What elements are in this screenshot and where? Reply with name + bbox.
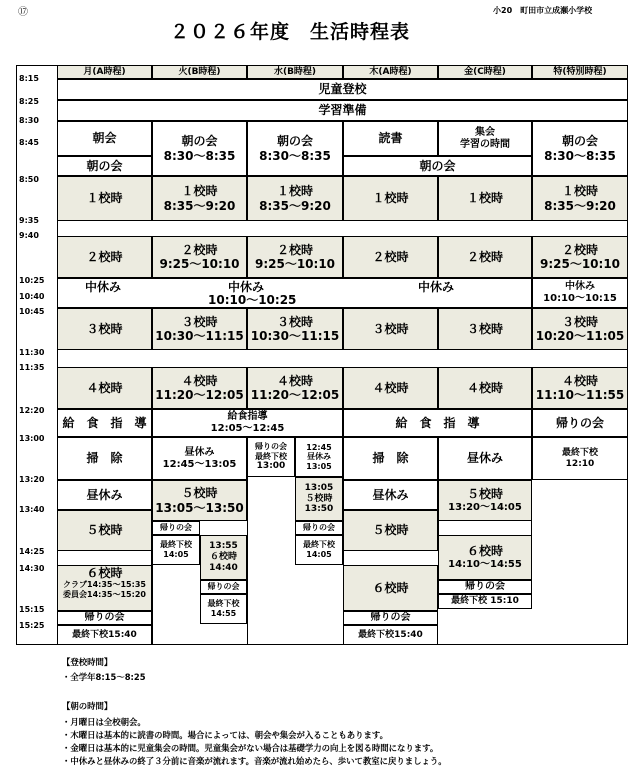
tue-empty-a xyxy=(152,565,200,645)
row-study-prep: 学習準備 xyxy=(57,100,628,121)
cell-time: 8:35～9:20 xyxy=(163,198,236,213)
tue-period-2 xyxy=(152,236,247,278)
sp-mid-break xyxy=(532,278,628,308)
fri-assembly-study xyxy=(438,121,532,156)
time-label: 11:35 xyxy=(19,363,45,372)
cell-label: 最終下校 xyxy=(160,540,192,550)
time-label: 14:25 xyxy=(19,547,45,556)
mon-period-4: ４校時 xyxy=(57,367,152,409)
fri-period-2: ２校時 xyxy=(438,236,532,278)
column-header-tue: 火(B時程) xyxy=(152,65,247,79)
cell-time: 13:55 xyxy=(209,541,238,552)
page-title: ２０２６年度 生活時程表 xyxy=(170,21,411,43)
mon-period-6 xyxy=(57,565,152,611)
cell-label: 中休み xyxy=(565,281,595,292)
mon-mid-break: 中休み xyxy=(85,280,122,294)
wed-morning-meeting xyxy=(247,121,343,176)
fri-period-5 xyxy=(438,480,532,521)
cell-time: 14:05 xyxy=(306,550,332,559)
cell-time: 8:30～8:35 xyxy=(259,148,331,163)
mon-cleaning: 掃 除 xyxy=(57,437,152,480)
fri-lunch-break: 昼休み xyxy=(438,437,532,480)
column-header-wed: 水(B時程) xyxy=(247,65,343,79)
thu-period-4: ４校時 xyxy=(343,367,438,409)
gap-cell xyxy=(343,551,438,565)
tue-wed-lunch xyxy=(152,409,343,437)
sp-final-dismissal xyxy=(532,437,628,480)
mid-break-time: 10:10～10:25 xyxy=(208,293,297,307)
club-time: クラブ14:35～15:35 xyxy=(63,580,146,590)
mon-closing-meeting: 帰りの会 xyxy=(57,611,152,625)
cell-time: 11:10～11:55 xyxy=(535,388,625,402)
cell-label: ３校時 xyxy=(276,314,313,329)
thu-period-2: ２校時 xyxy=(343,236,438,278)
cell-label: ５校時 xyxy=(181,486,218,501)
thu-closing-meeting: 帰りの会 xyxy=(343,611,438,625)
cell-label: 朝の会 xyxy=(181,134,218,149)
cell-label: 朝の会 xyxy=(561,134,598,149)
mon-period-1: １校時 xyxy=(57,176,152,221)
wed-empty xyxy=(247,477,295,645)
wed-period-5 xyxy=(295,477,343,521)
thu-lunch-break: 昼休み xyxy=(343,480,438,510)
sp-closing-meeting: 帰りの会 xyxy=(532,409,628,437)
cell-label: ３校時 xyxy=(181,314,218,329)
cell-label: ３校時 xyxy=(561,314,598,329)
cell-time: 14:05 xyxy=(163,550,189,559)
time-label: 10:25 xyxy=(19,276,45,285)
cell-time: 13:05 xyxy=(304,482,334,493)
time-label: 15:15 xyxy=(19,605,45,614)
gap-row xyxy=(57,221,628,236)
mon-lunch-break: 昼休み xyxy=(57,480,152,510)
time-label: 9:35 xyxy=(19,216,39,225)
column-header-fri: 金(C時程) xyxy=(438,65,532,79)
cell-label: ６校時 xyxy=(466,544,503,559)
cell-label: ４校時 xyxy=(276,373,313,388)
time-label: 8:30 xyxy=(19,116,39,125)
row-student-arrival: 児童登校 xyxy=(57,79,628,100)
cell-time: 13:20～14:05 xyxy=(448,501,522,513)
thu-fri-morning-meeting: 朝の会 xyxy=(343,156,532,176)
mon-morning-meeting: 朝の会 xyxy=(57,156,152,176)
tue-period-5 xyxy=(152,480,247,521)
cell-label: 帰りの会 xyxy=(255,442,287,451)
fri-final-dismissal: 最終下校 15:10 xyxy=(438,594,532,609)
wed-lunch-break xyxy=(295,437,343,477)
cell-label: １校時 xyxy=(181,184,218,199)
time-label: 8:15 xyxy=(19,74,39,83)
wed-period-2 xyxy=(247,236,343,278)
notes-morning-line: ・中休みと昼休みの終了３分前に音楽が流れます。音楽が流れ始めたら、歩いて教室に戻りましょう。 xyxy=(62,756,447,766)
cell-label: 最終下校 xyxy=(207,599,240,609)
tue-lunch-break xyxy=(152,437,247,480)
cell-time: 14:40 xyxy=(209,562,238,573)
mon-period-3: ３校時 xyxy=(57,308,152,350)
time-label: 8:45 xyxy=(19,138,39,147)
thu-fri-lunch: 給 食 指 導 xyxy=(343,409,532,437)
fri-period-4: ４校時 xyxy=(438,367,532,409)
thu-period-5: ５校時 xyxy=(343,510,438,551)
notes-morning-line: ・金曜日は基本的に児童集会の時間。児童集会がない場合は基礎学力の向上を図る時間になります。 xyxy=(62,743,439,753)
cell-label: ５校時 xyxy=(305,493,333,504)
mon-lunch: 給 食 指 導 xyxy=(57,409,152,437)
tue-dismissal-a xyxy=(152,535,200,565)
cell-time: 9:25～10:10 xyxy=(539,257,621,271)
gap-row xyxy=(57,350,628,367)
cell-time: 13:05 xyxy=(306,461,332,471)
cell-time: 8:30～8:35 xyxy=(544,148,616,163)
mon-assembly: 朝会 xyxy=(57,121,152,156)
time-label: 15:25 xyxy=(19,621,45,630)
time-label: 13:20 xyxy=(19,475,45,484)
cell-label: 最終下校 xyxy=(561,447,598,458)
thu-reading: 読書 xyxy=(343,121,438,156)
column-header-mon: 月(A時程) xyxy=(57,65,152,79)
cell-label: ６校時 xyxy=(86,566,123,580)
cell-label: 朝の会 xyxy=(276,134,313,149)
thu-cleaning: 掃 除 xyxy=(343,437,438,480)
mid-break-row xyxy=(57,278,532,308)
column-header-special: 特(特別時程) xyxy=(532,65,628,79)
time-label: 9:40 xyxy=(19,231,39,240)
tue-period-4 xyxy=(152,367,247,409)
sp-period-2 xyxy=(532,236,628,278)
notes-arrival-line: ・全学年8:15～8:25 xyxy=(62,672,146,682)
cell-time: 12:45～13:05 xyxy=(162,458,237,470)
tue-dismissal-b xyxy=(200,594,247,624)
cell-time: 13:05～13:50 xyxy=(155,500,244,515)
cell-label: ５校時 xyxy=(466,487,503,502)
tue-period-1 xyxy=(152,176,247,221)
sp-morning-meeting xyxy=(532,121,628,176)
sp-period-4 xyxy=(532,367,628,409)
tue-closing-meeting-b: 帰りの会 xyxy=(200,580,247,594)
mon-final-dismissal: 最終下校15:40 xyxy=(57,625,152,645)
cell-time: 10:30～11:15 xyxy=(250,329,340,343)
tue-morning-meeting xyxy=(152,121,247,176)
notes-arrival-heading: 【登校時間】 xyxy=(62,657,113,667)
fri-period-3: ３校時 xyxy=(438,308,532,350)
gap-cell xyxy=(438,521,532,535)
cell-time: 12:05～12:45 xyxy=(210,423,285,434)
cell-label: ４校時 xyxy=(561,373,598,388)
wed-period-3 xyxy=(247,308,343,350)
time-label: 13:40 xyxy=(19,505,45,514)
cell-time: 12:45 xyxy=(306,442,332,452)
cell-label: 給食指導 xyxy=(227,411,268,422)
cell-label: 最終下校 xyxy=(255,451,287,461)
tue-period-3 xyxy=(152,308,247,350)
time-label: 13:00 xyxy=(19,434,45,443)
cell-time: 9:25～10:10 xyxy=(159,257,240,271)
cell-label: ２校時 xyxy=(181,242,218,257)
mon-period-5: ５校時 xyxy=(57,510,152,551)
fri-closing-meeting: 帰りの会 xyxy=(438,580,532,594)
time-label: 14:30 xyxy=(19,564,45,573)
cell-time: 8:35～9:20 xyxy=(259,198,331,213)
cell-time: 12:10 xyxy=(565,458,595,469)
cell-label: ４校時 xyxy=(181,373,218,388)
wed-closing-meeting-b: 帰りの会 xyxy=(295,521,343,535)
thu-period-6: ６校時 xyxy=(343,565,438,611)
committee-time: 委員会14:35～15:20 xyxy=(63,589,146,599)
thu-fri-mid-break: 中休み xyxy=(418,280,455,294)
cell-time: 13:50 xyxy=(304,504,334,515)
cell-label: 集会 xyxy=(475,126,495,138)
cell-time: 11:20～12:05 xyxy=(250,388,340,402)
time-label: 10:40 xyxy=(19,292,45,301)
cell-label: １校時 xyxy=(561,184,598,199)
wed-dismissal xyxy=(295,535,343,565)
gap-cell xyxy=(57,551,152,565)
cell-time: 10:30～11:15 xyxy=(155,329,244,343)
cell-label: 昼休み xyxy=(307,452,331,462)
column-header-thu: 木(A時程) xyxy=(343,65,438,79)
cell-time: 11:20～12:05 xyxy=(155,388,244,402)
sp-period-3 xyxy=(532,308,628,350)
cell-label: ２校時 xyxy=(561,242,598,257)
cell-label: ２校時 xyxy=(276,242,313,257)
cell-label: ６校時 xyxy=(209,552,237,563)
notes-morning-heading: 【朝の時間】 xyxy=(62,701,113,711)
cell-time: 10:20～11:05 xyxy=(535,329,625,343)
fri-period-6 xyxy=(438,535,532,580)
cell-time: 13:00 xyxy=(256,461,286,472)
page-number: ⑰ xyxy=(18,7,28,18)
time-label: 10:45 xyxy=(19,307,45,316)
notes-morning-line: ・月曜日は全校朝会。 xyxy=(62,717,146,727)
cell-time: 14:10～14:55 xyxy=(448,558,522,570)
cell-time: 8:30～8:35 xyxy=(163,148,236,163)
time-label: 8:25 xyxy=(19,97,39,106)
tue-period-6 xyxy=(200,535,247,580)
cell-label: １校時 xyxy=(276,184,313,199)
time-label: 12:20 xyxy=(19,406,45,415)
cell-label: 昼休み xyxy=(184,446,215,458)
school-name: 小20 町田市立成瀬小学校 xyxy=(493,6,593,15)
wed-closing-meeting xyxy=(247,437,295,477)
cell-time: 10:10～10:15 xyxy=(543,293,617,304)
time-label: 11:30 xyxy=(19,348,45,357)
tue-closing-meeting-a: 帰りの会 xyxy=(152,521,200,535)
cell-time: 9:25～10:10 xyxy=(254,257,336,271)
thu-period-3: ３校時 xyxy=(343,308,438,350)
thu-period-1: １校時 xyxy=(343,176,438,221)
fri-period-1: １校時 xyxy=(438,176,532,221)
time-label: 8:50 xyxy=(19,175,39,184)
cell-time: 8:35～9:20 xyxy=(544,198,616,213)
cell-label: 学習の時間 xyxy=(460,138,510,150)
wed-period-4 xyxy=(247,367,343,409)
wed-period-1 xyxy=(247,176,343,221)
thu-final-dismissal: 最終下校15:40 xyxy=(343,625,438,645)
tue-wed-mid-break: 中休み xyxy=(228,280,265,294)
notes-morning-line: ・木曜日は基本的に読書の時間。場合によっては、朝会や集会が入ることもあります。 xyxy=(62,730,388,740)
sp-period-1 xyxy=(532,176,628,221)
mon-period-2: ２校時 xyxy=(57,236,152,278)
cell-label: 最終下校 xyxy=(303,540,335,550)
cell-time: 14:55 xyxy=(210,609,237,618)
